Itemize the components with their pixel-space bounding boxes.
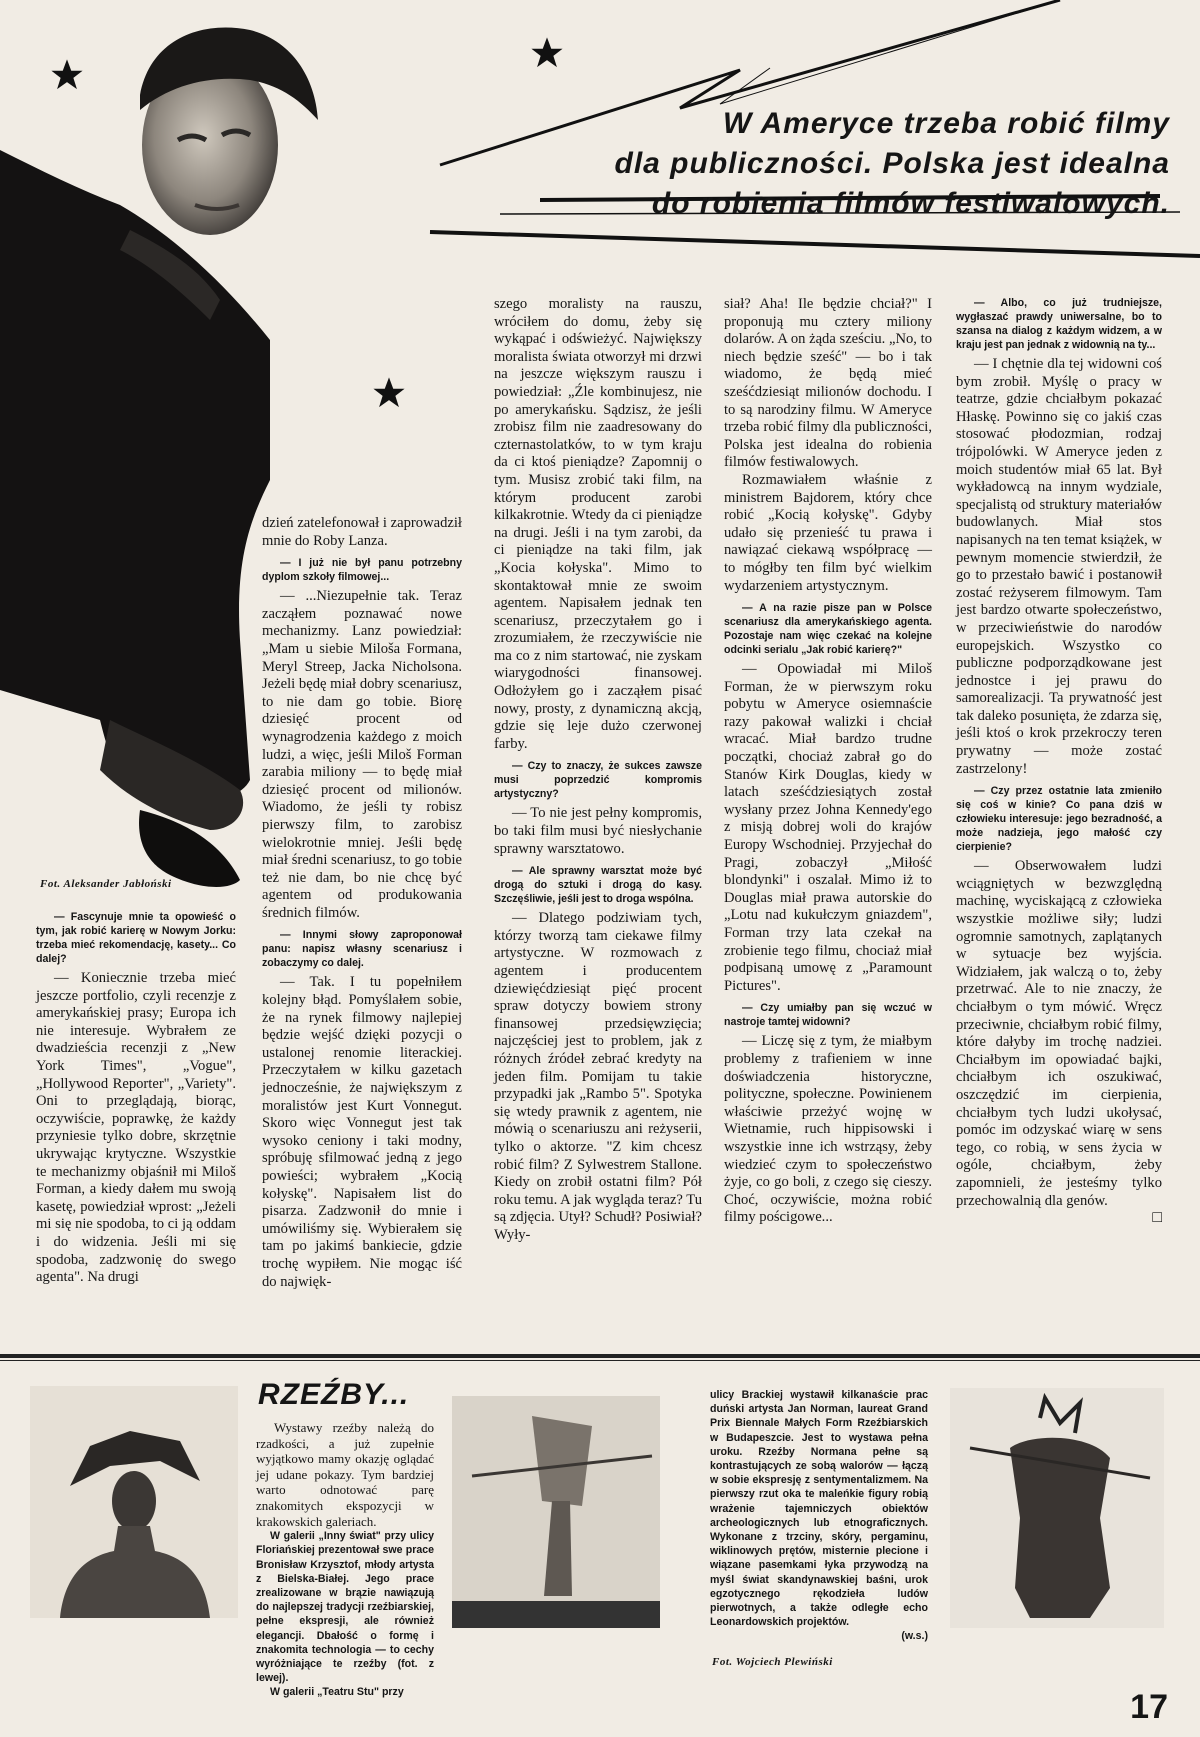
paragraph: — ...Niezupełnie tak. Teraz zacząłem poznawać nowe mechanizmy. Lanz powiedział: „Mam u siebie Miloša Formana, Meryl Streep, Jacka Nicholsona. Jeżeli będę miał dobry scenariusz, to nie dam go tobie. Biorę dziesięć procent od wynagrodzenia każdego z moich ludzi, a więc, jeśli Miloš Forman zarabia miliony — to będę miał dziesięć procent od milionów. Wiadomo, że jeśli ty robisz pierwszy film, to zarobisz wielokrotnie mniej. Jeśli będę miał średni scenariusz, to go tobie też nie dam, bo nie chcę być agentem od produkowania średnich filmów. (262, 588, 462, 921)
paragraph: — Tak. I tu popełniłem kolejny błąd. Pomyślałem sobie, że na rynek filmowy najlepiej będzie wejść dzięki pozycji o ustalonej renomie literackiej. Przeczytałem w kilku gazetach jednocześnie, że największym z moralistów jest Kurt Vonnegut. Skoro więc Vonnegut jest tak wysoko ceniony i taki modny, spróbuję sfilmować jedną z jego powieści; wybrałem „Kocią kołyskę". Napisałem list do pisarza. Zadzwonił do mnie i umówiliśmy się. Wybierałem się tam po jakimś bankiecie, gdzie trochę wypiłem. Nie mogąc iść do najwięk- (262, 974, 462, 1290)
question: — A na razie pisze pan w Polsce scenariusz dla amerykańskiego agenta. Pozostaje nam więc czekać na kolejne odcinki serialu „Jak robić karierę?" (724, 602, 932, 657)
paragraph: Rozmawiałem właśnie z ministrem Bajdorem, który chce robić „Kocią kołyskę". Gdyby udało się przenieść tu prawa i nawiązać ciekawą współpracę — to mógłby ten film być wielkim wydarzeniem artystycznym. (724, 471, 932, 594)
headline (470, 104, 1170, 224)
column-5 (956, 296, 1162, 1226)
rzezby-column-2 (710, 1388, 928, 1644)
section-divider (0, 1354, 1200, 1358)
column-2 (262, 515, 462, 1291)
paragraph: — Koniecznie trzeba mieć jeszcze portfolio, czyli recenzje z amerykańskiej prasy; Europa ich nie interesuje. Wybrałem ze dwadzieścia recenzji z „New York Times", „Vogue", „Hollywood Reporter", „Variety". Oni to przeglądają, biorąc, oczywiście, poprawkę, że każdy przyniesie tylko dobre, skrzętnie ukrywając krytyczne. Wszystkie te mechanizmy objaśnił mi Miloš Forman, a kiedy dałem mu swoją kasetę, powiedział wprost: „Jeżeli mi się nie spodoba, to ci ją oddam i do widzenia. Jeśli mi się spodoba, zadzwonię do swego agenta". Na drugi (36, 970, 236, 1286)
column-3 (494, 296, 702, 1245)
paragraph: Wystawy rzeźby należą do rzadkości, a już zupełnie wyjątkowo mamy okazję oglądać jej udane pokazy. Tym bardziej warto odnotować parę znakomitych ekspozycji w krakowskich galeriach. (256, 1420, 434, 1529)
section-title: RZEŹBY... (258, 1378, 410, 1411)
sculpture-photo-right (950, 1388, 1164, 1628)
rzezby-column-1 (256, 1420, 434, 1700)
paragraph: — Opowiadał mi Miloš Forman, że w pierwszym roku pobytu w Ameryce osiemnaście razy pakował walizki i chciał wracać. Miał bardzo trudne początki, chociaż zabrał go do Stanów Kirk Douglas, kiedy w latach sześćdziesiątych został wysłany przez Johna Kennedy'ego z misją dobrej woli do krajów Europy Wschodniej. Przyjechał do Pragi, zobaczył „Miłość blondynki" i oszalał. Mimo iż to Douglas miał prawa autorskie do „Lotu nad kukułczym gniazdem", Forman trzy lata czekał na zrobienie tego filmu, chociaż miał podpisaną umowę z „Paramount Pictures". (724, 661, 932, 994)
question: — Innymi słowy zaproponował panu: napisz własny scenariusz i zobaczymy co dalej. (262, 929, 462, 970)
headline-line-3: do robienia filmów festiwalowych. (651, 187, 1170, 220)
headline-line-2: dla publiczności. Polska jest idealna (614, 147, 1170, 180)
question: — Fascynuje mnie ta opowieść o tym, jak robić karierę w Nowym Jorku: trzeba mieć rekomendację, kasety... Co dalej? (36, 911, 236, 965)
star-icon (50, 58, 84, 92)
question: — Czy to znaczy, że sukces zawsze musi poprzedzić kompromis artystyczny? (494, 760, 702, 801)
end-mark: □ (1152, 1209, 1162, 1227)
paragraph: szego moralisty na rauszu, wróciłem do domu, żeby się wykąpać i odświeżyć. Największy moralista świata otworzył mi drzwi na jeszcze większym rauszu i powiedział: „Źle kombinujesz, nie po amerykańsku. Sądzisz, że jeśli zrobisz film nie zaadresowany do czternastolatków, to w tym kraju da ci ktoś pieniądze? Zapomnij o tym. Musisz zrobić taki film, na którym producent zarobi kilkakrotnie. Wtedy da ci pieniądze na drugi. Jeśli i na tym zarobi, da ci pieniądze na taki film, jak „Kocia kołyska". Mimo to skontaktował mnie ze swoim agentem. Napisałem jednak ten scenariusz, przeczytałem go i zrozumiałem, że rzeczywiście nie ma co z nim startować, nie zyskam wiarygodności finansowej. Odłożyłem go i zacząłem pisać nowy, prosty, z dynamiczną akcją, gdzie się leje dużo czerwonej farby. (494, 296, 702, 752)
question: — I już nie był panu potrzebny dyplom szkoły filmowej... (262, 557, 462, 584)
page-number: 17 (1130, 1688, 1168, 1726)
signature: (w.s.) (901, 1630, 928, 1643)
paragraph: W galerii „Teatru Stu" przy (270, 1686, 404, 1699)
sculpture-photo-middle (452, 1396, 660, 1628)
paragraph: — Liczę się z tym, że miałbym problemy z trafieniem w inne doświadczenia historyczne, polityczne, społeczne. Powinienem właściwie przeżyć wojnę w Wietnamie, ruch hippisowski i wszystkie inne ich wstrząsy, żeby wiedzieć czym to społeczeństwo żyje, co go boli, z czego się cieszy. Choć, oczywiście, można robić filmy pościgowe... (724, 1033, 932, 1226)
question: — Czy przez ostatnie lata zmieniło się coś w kinie? Co pana dziś w człowieku interesuje: jego bezradność, a może nadzieja, jego małość czy cierpienie? (956, 785, 1162, 854)
paragraph: — Dlatego podziwiam tych, którzy tworzą tam ciekawe filmy artystyczne. W rozmowach z agentem i producentem dziewięćdziesiąt pięć procent spraw dotyczy bowiem strony finansowej przedsięwzięcia; najczęściej jest to problem, jak z różnych źródeł zebrać kredyty na jeden film. Pomijam tu takie przypadki jak „Rambo 5". Spotyka się wtedy prawnik z agentem, nie mówią o scenariuszu ani reżyserii, tylko o aktorze. "Z kim chcesz robić film? Z Sylwestrem Stallone. Kiedy on zrobił ostatni film? Pół roku temu. A jak wygląda teraz? Tu są zdjęcia. Utył? Schudł? Posiwiał? Wyły- (494, 910, 702, 1243)
paragraph: ulicy Brackiej wystawił kilkanaście prac duński artysta Jan Norman, laureat Grand Prix Biennale Małych Form Rzeźbiarskich w Budapeszcie. Jest to wystawa pełna uroku. Rzeźby Normana pełne są kontrastujących ze sobą walorów — łączą w sobie ekspresję z sentymentalizmem. Na pierwszy rzut oka te maleńkie figury robią wrażenie tajemniczych obiektów archeologicznych lub etnograficznych. Wykonane z trzciny, skóry, pergaminu, wiklinowych prętów, misternie plecione i wiązane pasemkami łyka przywodzą na myśl świat skandynawskiej baśni, urok egzotycznego rękodzieła ludów pierwotnych, a także odległe echo Leonardowskich projektów. (710, 1389, 928, 1629)
column-1 (36, 910, 236, 1287)
paragraph: — I chętnie dla tej widowni coś bym zrobił. Myślę o pracy w teatrze, gdzie chciałbym pokazać Hłaskę. Powinno się co jakiś czas stosować płodozmian, rodzaj trójpolówki. W Ameryce jeden z moich studentów miał 65 lat. Był wykładowcą na innym wydziale, specjalistą od struktury materiałów budowlanych. Miał stos napisanych na ten temat książek, w pewnym momencie stwierdził, że go to przestało bawić i postanowił zostać reżyserem filmowym. Tam jest bardzo otwarte społeczeństwo, w przeciwieństwie do narodów europejskich. Wszystko co publiczne podporządkowane jest jednostce i jej prawu do samorealizacji. Ta prywatność jest tak daleko posunięta, że zdarza się, jeśli ktoś o krok przekroczy teren prywatny — może zostać zastrzelony! (956, 356, 1162, 777)
photo-credit: Fot. Aleksander Jabłoński (40, 878, 172, 890)
question: — Ale sprawny warsztat może być drogą do sztuki i drogą do kasy. Szczęśliwie, jeśli jest to droga wspólna. (494, 865, 702, 906)
paragraph: dzień zatelefonował i zaprowadził mnie do Roby Lanza. (262, 515, 462, 549)
paragraph: — Obserwowałem ludzi wciągniętych w bezwzględną machinę, wyciskającą z człowieka wszystkie możliwe siły; ludzi ogromnie samotnych, zaplątanych w sytuacje bez wyjścia. Widziałem, jak walczą o to, żeby przetrwać. Ale to nie znaczy, że chciałbym o tym mówić. Wręcz przeciwnie, chciałbym robić filmy, które dałyby im trochę nadziei. Chciałbym im opowiadać bajki, chciałbym ich oszukiwać, oszczędzić im cierpienia, chciałbym tych ludzi ukołysać, pomóc im odzyskać wiarę w sens tego, co robią, w sens życia w ogóle, chciałbym, żeby zapomnieli, że jesteśmy tylko przechowalnią dla genów. (956, 858, 1162, 1209)
paragraph: W galerii „Inny świat" przy ulicy Floriańskiej prezentował swe prace Bronisław Krzysztof, młody artysta z Bielska-Białej. Jego prace zrealizowane w brązie nawiązują do najlepszej tradycji rzeźbiarskiej, pełne ekspresji, ale również elegancji. Dbałość o formę i znakomita technologia — to cechy wyróżniające te rzeźby (fot. z lewej). (256, 1530, 434, 1685)
star-icon (372, 376, 406, 410)
headline-line-1: W Ameryce trzeba robić filmy (722, 107, 1170, 140)
column-4 (724, 296, 932, 1227)
photo-credit-sculptures: Fot. Wojciech Plewiński (712, 1656, 833, 1668)
paragraph: — To nie jest pełny kompromis, bo taki film musi być niesłychanie sprawny warsztatowo. (494, 805, 702, 857)
question: — Albo, co już trudniejsze, wygłaszać prawdy uniwersalne, bo to szansa na dialog z każdym widzem, a w kraju jest pan jednak z widownią na ty... (956, 297, 1162, 351)
paragraph: siał? Aha! Ile będzie chciał?" I proponują mu cztery miliony dolarów. A on żąda sześciu. „No, to niech będzie sześć" — bo i tak wiadomo, że będą mieć sześćdziesiąt milionów dochodu. I to są narodziny filmu. W Ameryce trzeba robić filmy dla publiczności, Polska jest idealna do robienia filmów festiwalowych. (724, 296, 932, 471)
sculpture-photo-left (30, 1386, 238, 1618)
section-divider-thin (0, 1360, 1200, 1361)
question: — Czy umiałby pan się wczuć w nastroje tamtej widowni? (724, 1002, 932, 1029)
